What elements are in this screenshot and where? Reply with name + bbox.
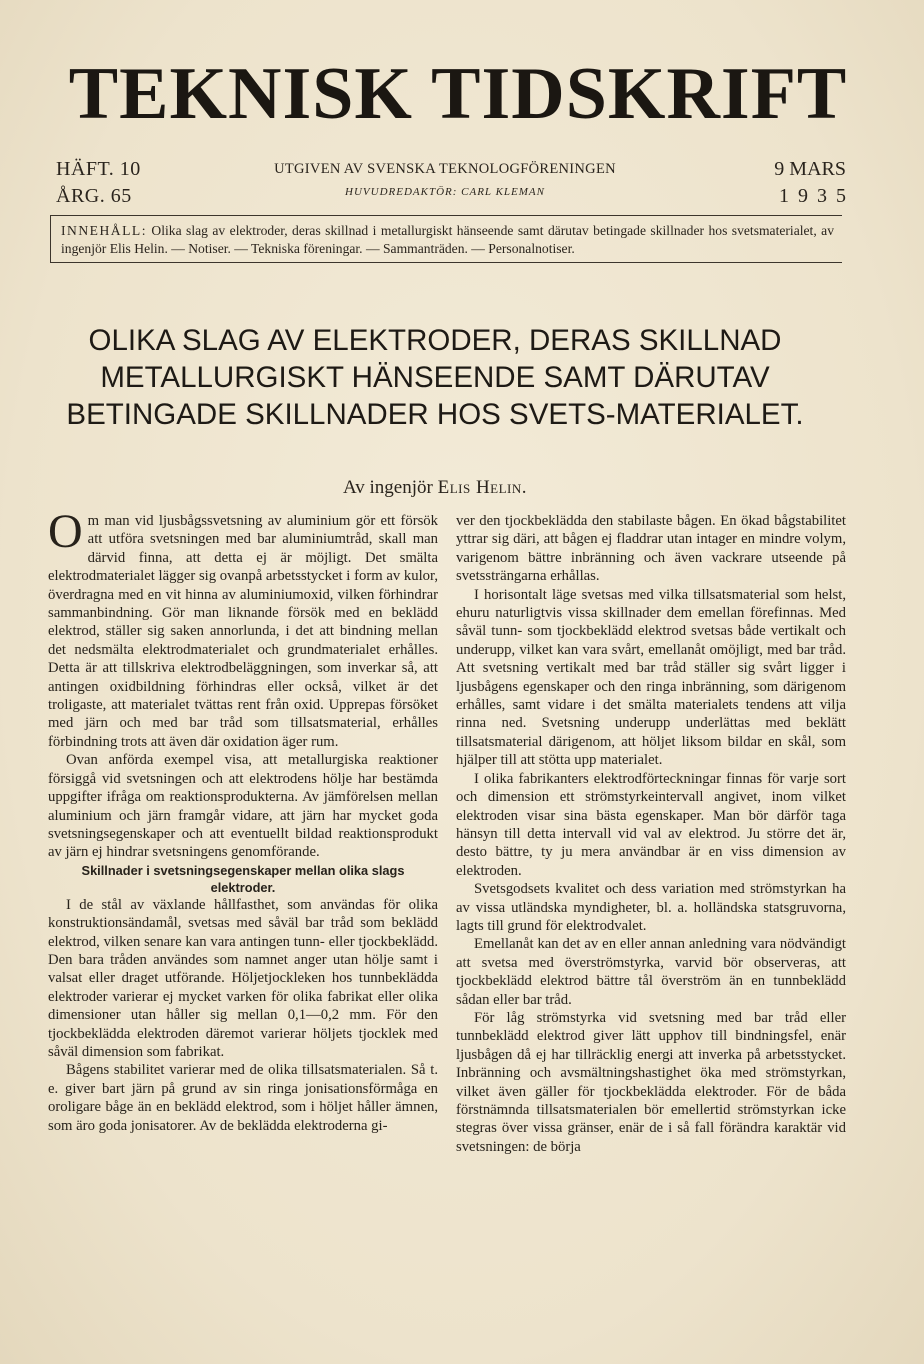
paragraph: Ovan anförda exempel visa, att metallurgiska reaktioner försiggå vid svetsningen och att elektrodens hölje har bestämda uppgifter ifråga om reaktionsprodukterna. Av jämförelsen mellan aluminium och järn framgår vidare, att järn har mycket goda svetsningsegenskaper och att eventuellt bildad reaktionsprodukt av järn ej hindrar svetsningens genomförande. xyxy=(48,752,438,861)
paragraph: För låg strömstyrka vid svetsning med bar tråd eller tunnbeklädd elektrod giver lätt upphov till bindningsfel, enär ljusbågen då ej har tillräcklig energi att inverka på arbetsstycket. Inbränning och avsmältningshastighet öka med strömstyrkan, vilket även gäller för tjockbeklädda elektroder. För de båda förstnämnda tillsatsmaterialen bör emellertid strömstyrkan icke stegras över vissa gränser, enär de i så fall förändra karaktär vid svetsningen: de börja xyxy=(456,1009,846,1155)
paragraph: I de stål av växlande hållfasthet, som användas för olika konstruktionsändamål, svetsas med såväl bar tråd som beklädd elektrod, vilken senare kan vara antingen tunn- eller tjockbeklädd. Den bara tråden användes som namnet anger utan hölje samt i valsat eller draget utförande. Höljetjockleken hos tunnbeklädda elektroder varierar ej mycket varken för olika fabrikat eller olika dimensioner utan håller sig mellan 0,1—0,2 mm. För den tjockbeklädda elektroden däremot varierar höljets tjocklek med såväl dimension som fabrikat. xyxy=(48,896,438,1060)
paragraph xyxy=(48,505,438,751)
paragraph: Bågens stabilitet varierar med de olika tillsatsmaterialen. Så t. e. giver bart järn på grund av sin ringa jonisationsförmåga en oroligare båge än en beklädd elektrod, som i höljet håller ämnen, som äro goda jonisatorer. Av de beklädda elektroderna gi- xyxy=(48,1062,438,1134)
table-of-contents xyxy=(50,215,842,263)
year: 1935 xyxy=(779,185,855,207)
author: Elis Helin. xyxy=(437,477,528,498)
paragraph: Svetsgodsets kvalitet och dess variation med strömstyrkan ha av vissa utländska myndigheter, bl. a. holländska statsgruvorna, lagts till grund för elektrodvalet. xyxy=(456,881,846,934)
volume-number: ÅRG. 65 xyxy=(56,185,132,207)
paragraph: I horisontalt läge svetsas med vilka tillsatsmaterial som helst, ehuru naturligtvis vissa skillnader dem emellan förefinnas. Med såväl tunn- som tjockbeklädd elektrod svetsas både vertikalt och underupp, vilket kan vara svårt, emellanåt omöjligt, med bar tråd. Att svetsning vertikalt med bar tråd ställer sig svårt ligger i ljusbågens egenskaper och den ringa inbränning, som därigenom erhålles, samt vidare i det smälta materialets tendens att vilja rinna ned. Svetsning underupp underlättas med beklätt tillsatsmaterial därigenom, att höljet liksom bildar en skål, som hjälper till att stötta upp materialet. xyxy=(456,586,846,769)
toc-label: INNEHÅLL: xyxy=(61,223,147,238)
column-right xyxy=(456,512,846,1156)
toc-text: Olika slag av elektroder, deras skillnad i metallurgiskt hänseende samt därutav betingade skillnader hos svetsmaterialet, av ingenjör Elis Helin. — Notiser. — Tekniska föreningar. — Sammanträden. — Personalnotiser. xyxy=(61,223,834,256)
paragraph: I olika fabrikanters elektrodförteckningar finnas för varje sort och dimension ett strömstyrkeintervall angivet, inom vilket elektroden visar sina bästa egenskaper. Man bör därför taga hänsyn till detta intervall vid val av elektrod. Ju större det är, desto bättre, ty ju mera användbar är en viss dimension av elektroden. xyxy=(456,770,846,879)
paragraph-text: m man vid ljusbågssvetsning av aluminium gör ett försök att utföra svetsningen med bar aluminiumtråd, skall man därvid finna, att detta ej är möjligt. Det smälta elektrodmaterialet lägger sig ovanpå arbetsstycket i form av kulor, överdragna med en vit hinna av aluminiumoxid, vilken förhindrar sammanbindning. Gör man liknande försök med en beklädd elektrod, ställer sig saken annorlunda, i det att bindning mellan det nedsmälta elektrodmaterialet och grundmaterialet erhålles. Detta är att tillskriva elektrodbeläggningen, som inverkar så, att antingen oxidbildning förhindras eller också, vilket är det troligaste, att materialet tvättas rent från oxid. Upprepas försöket med järn och med bar tråd som tillsatsmaterial, erhålles förbindning trots att även där oxidation äger rum. xyxy=(48,513,438,750)
date: 9 MARS xyxy=(774,158,846,180)
drop-cap: O xyxy=(48,505,83,558)
issue-date xyxy=(774,156,855,210)
column-left xyxy=(48,505,438,1135)
issue-info xyxy=(56,156,141,210)
byline xyxy=(60,477,810,499)
subheading: Skillnader i svetsningsegenskaper mellan olika slags elektroder. xyxy=(81,862,405,895)
article-title: OLIKA SLAG AV ELEKTRODER, DERAS SKILLNAD METALLURGISKT HÄNSEENDE SAMT DÄRUTAV BETINGADE SKILLNADER HOS SVETS-MATERIALET. xyxy=(66,324,804,431)
publisher-info xyxy=(225,158,665,204)
byline-prefix: Av ingenjör xyxy=(342,477,433,498)
editor: HUVUDREDAKTÖR: CARL KLEMAN xyxy=(345,186,545,198)
publisher: UTGIVEN AV SVENSKA TEKNOLOGFÖRENINGEN xyxy=(274,161,616,177)
issue-number: HÄFT. 10 xyxy=(56,158,141,180)
paragraph: Emellanåt kan det av en eller annan anledning vara nödvändigt att svetsa med överströmstyrka, varvid bör observeras, att tjockbeklädd elektrod bättre tål överström än en tunnbeklädd sådan eller bar tråd. xyxy=(456,936,846,1008)
masthead-title: TEKNISK TIDSKRIFT xyxy=(68,53,848,135)
paragraph: ver den tjockbeklädda den stabilaste bågen. En ökad bågstabilitet yttrar sig däri, att bågen ej fladdrar utan intager en mindre volym, varigenom bättre inbränning och även vackrare utseende på svetssträngarna erhållas. xyxy=(456,513,846,585)
